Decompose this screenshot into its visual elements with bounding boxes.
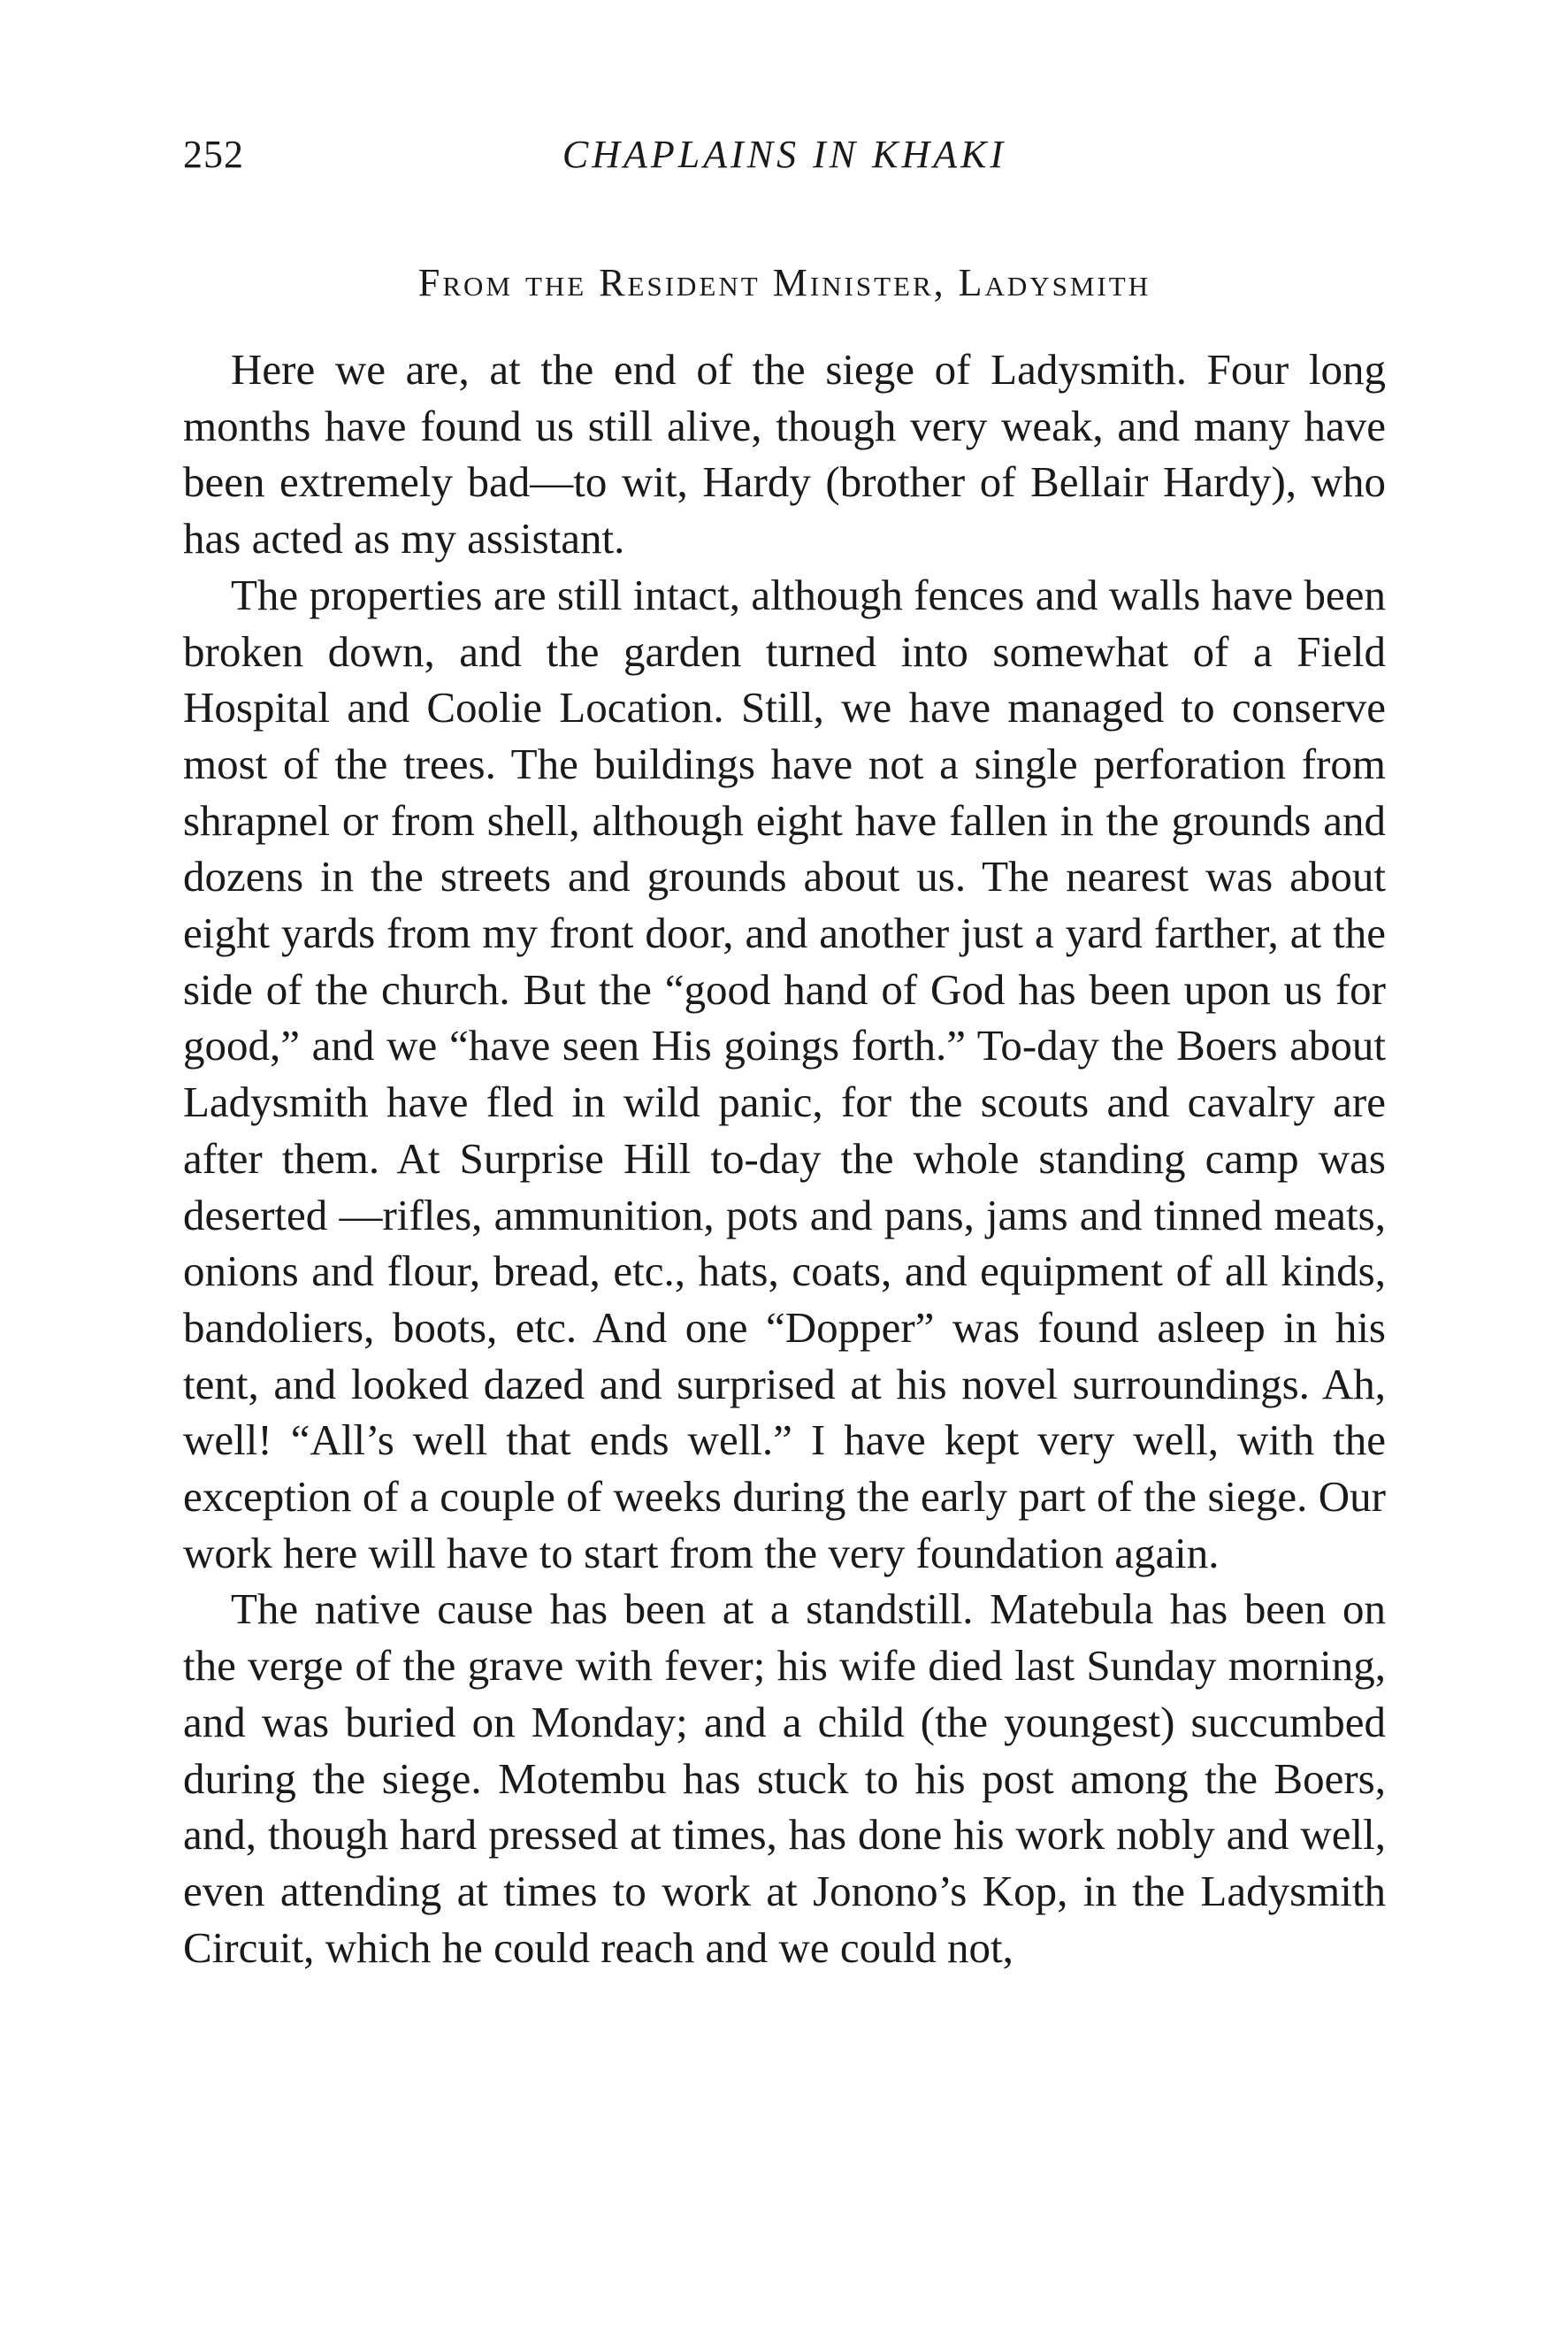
paragraph-1: Here we are, at the end of the siege of Ladysmith. Four long months have found us still alive, though very weak, and many have been extremely bad—to wit, Hardy (brother of Bellair Hardy), who has acted as my assistant.: [183, 345, 1386, 564]
paragraph-2: The properties are still intact, although fences and walls have been broken down, and the garden turned into somewhat of a Field Hospital and Coolie Location. Still, we have managed to conserve most of the trees. The buildings have not a single perforation from shrapnel or from shell, although eight have fallen in the grounds and dozens in the streets and grounds about us. The nearest was about eight yards from my front door, and another just a yard farther, at the side of the church. But the “good hand of God has been upon us for good,” and we “have seen His goings forth.” To-day the Boers about Ladysmith have fled in wild panic, for the scouts and cavalry are after them. At Surprise Hill to-day the whole standing camp was deserted —rifles, ammunition, pots and pans, jams and tinned meats, onions and flour, bread, etc., hats, coats, and equipment of all kinds, bandoliers, boots, etc. And one “Dopper” was found asleep in his tent, and looked dazed and surprised at his novel surroundings. Ah, well! “All’s well that ends well.” I have kept very well, with the exception of a couple of weeks during the early part of the siege. Our work here will have to start from the very foundation again.: [183, 570, 1386, 1577]
running-head: [183, 128, 1386, 181]
body-text: [183, 341, 1386, 1975]
paragraph-3: The native cause has been at a standstill. Matebula has been on the verge of the grave with fever; his wife died last Sunday morning, and was buried on Monday; and a child (the youngest) succumbed during the siege. Motembu has stuck to his post among the Boers, and, though hard pressed at times, has done his work nobly and well, even attending at times to work at Jonono’s Kop, in the Ladysmith Circuit, which he could reach and we could not,: [183, 1584, 1386, 1972]
page-number: 252: [183, 133, 244, 176]
running-title: CHAPLAINS IN KHAKI: [562, 133, 1007, 176]
section-heading: From the Resident Minister, Ladysmith: [417, 261, 1151, 304]
